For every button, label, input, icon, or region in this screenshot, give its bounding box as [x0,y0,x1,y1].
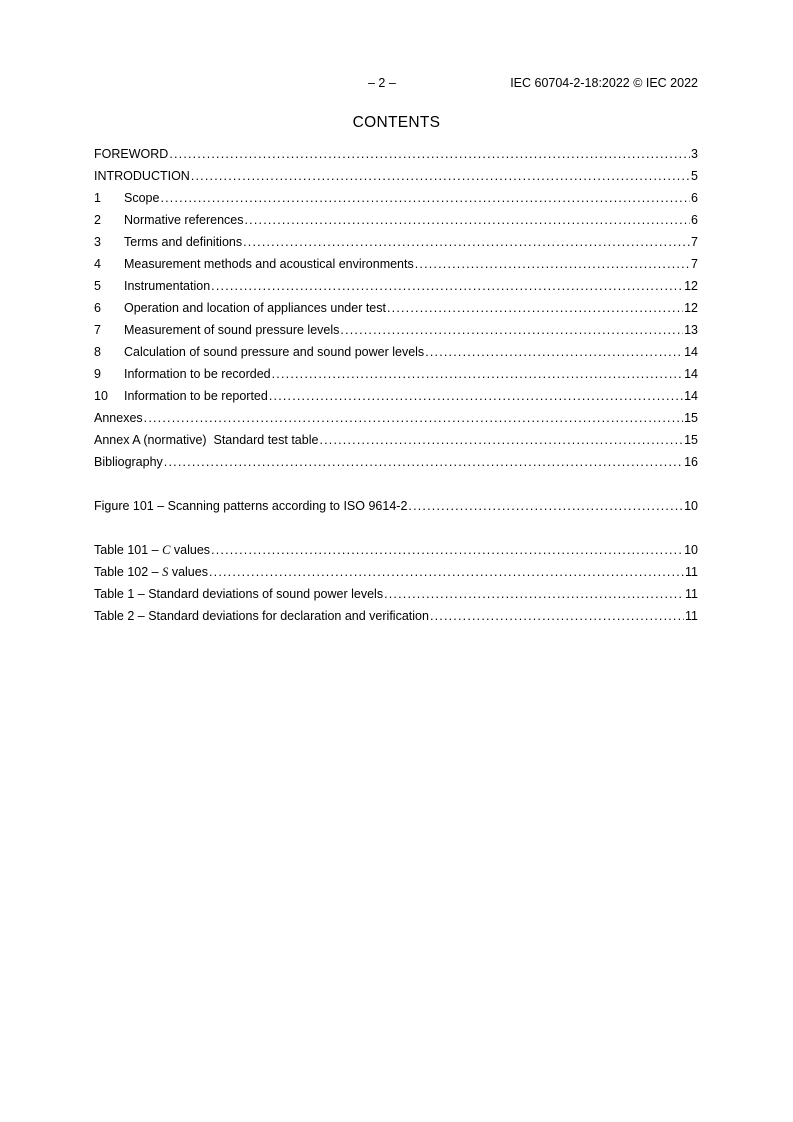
toc-leader-dots [384,585,684,603]
toc-entry-label: Bibliography [94,455,163,469]
toc-entry-clause-6[interactable] [94,299,698,321]
toc-entry-page: 7 [691,257,698,271]
toc-entry-page: 11 [685,609,698,623]
toc-leader-dots [272,365,683,383]
toc-leader-dots [211,541,683,559]
toc-entry-bibliography[interactable] [94,453,698,475]
table-symbol: C [162,543,171,557]
table-caption-suffix: values [168,565,208,579]
toc-leader-dots [160,189,690,207]
toc-entry-introduction[interactable] [94,167,698,189]
table-of-contents [94,145,698,629]
toc-entry-label: Normative references [124,213,244,227]
toc-entry-label: Measurement of sound pressure levels [124,323,340,337]
toc-entry-clause-2[interactable] [94,211,698,233]
toc-entry-table-102[interactable] [94,563,698,585]
toc-entry-label: Calculation of sound pressure and sound power levels [124,345,425,359]
toc-entry-page: 6 [691,213,698,227]
toc-entry-clause-5[interactable] [94,277,698,299]
toc-entry-label: Annexes [94,411,143,425]
toc-clause-number: 9 [94,367,101,381]
toc-entry-page: 16 [684,455,698,469]
toc-entry-clause-9[interactable] [94,365,698,387]
toc-entry-page: 7 [691,235,698,249]
toc-entry-label: INTRODUCTION [94,169,190,183]
toc-entry-foreword[interactable] [94,145,698,167]
toc-leader-dots [211,277,683,295]
toc-leader-dots [415,255,690,273]
toc-leader-dots [425,343,683,361]
toc-entry-label: Table 1 – Standard deviations of sound power levels [94,587,384,601]
toc-leader-dots [243,233,690,251]
toc-entry-label: Terms and definitions [124,235,243,249]
toc-entry-label: Measurement methods and acoustical environments [124,257,414,271]
toc-entry-page: 5 [691,169,698,183]
toc-leader-dots [191,167,690,185]
toc-entry-label: Operation and location of appliances under test [124,301,386,315]
toc-entry-page: 12 [684,301,698,315]
toc-entry-label: Annex A (normative) Standard test table [94,433,319,447]
toc-entry-page: 3 [691,147,698,161]
toc-entry-annex-a[interactable] [94,431,698,453]
toc-entry-table-2[interactable] [94,607,698,629]
toc-leader-dots [319,431,683,449]
toc-entry-label [94,563,208,581]
toc-entry-table-101[interactable] [94,541,698,563]
toc-entry-label: Table 2 – Standard deviations for declaration and verification [94,609,429,623]
toc-leader-dots [269,387,683,405]
table-symbol: S [162,565,169,579]
table-caption-prefix: Table 101 – [94,543,163,557]
toc-entry-page: 15 [684,433,698,447]
toc-entry-clause-10[interactable] [94,387,698,409]
toc-clause-number: 6 [94,301,101,315]
page-number: – 2 – [368,76,396,90]
toc-clause-number: 3 [94,235,101,249]
toc-entry-clause-8[interactable] [94,343,698,365]
table-caption-prefix: Table 102 – [94,565,163,579]
toc-entry-label: FOREWORD [94,147,169,161]
toc-clause-number: 2 [94,213,101,227]
toc-leader-dots [387,299,683,317]
toc-clause-number: 5 [94,279,101,293]
toc-clause-number: 1 [94,191,101,205]
toc-leader-dots [245,211,691,229]
document-reference: IEC 60704-2-18:2022 © IEC 2022 [510,76,698,90]
toc-entry-clause-4[interactable] [94,255,698,277]
page-header [94,76,698,92]
toc-entry-page: 10 [684,499,698,513]
toc-entry-label: Instrumentation [124,279,211,293]
toc-entry-label [94,541,210,559]
toc-entry-figure-101[interactable] [94,497,698,519]
toc-entry-clause-3[interactable] [94,233,698,255]
toc-clause-number: 8 [94,345,101,359]
toc-entry-table-1[interactable] [94,585,698,607]
toc-entry-page: 11 [685,587,698,601]
toc-leader-dots [169,145,690,163]
toc-entry-label: Figure 101 – Scanning patterns according to ISO 9614-2 [94,499,408,513]
toc-leader-dots [340,321,683,339]
toc-leader-dots [408,497,683,515]
contents-title: CONTENTS [352,114,441,131]
toc-entry-page: 14 [684,389,698,403]
toc-leader-dots [144,409,683,427]
toc-entry-page: 15 [684,411,698,425]
toc-entry-clause-7[interactable] [94,321,698,343]
toc-entry-clause-1[interactable] [94,189,698,211]
toc-entry-page: 14 [684,367,698,381]
toc-entry-page: 11 [685,565,698,579]
toc-entry-page: 6 [691,191,698,205]
toc-clause-number: 10 [94,389,108,403]
toc-entry-label: Scope [124,191,160,205]
toc-entry-page: 14 [684,345,698,359]
toc-leader-dots [209,563,684,581]
toc-entry-page: 12 [684,279,698,293]
toc-clause-number: 4 [94,257,101,271]
toc-leader-dots [430,607,684,625]
toc-entry-page: 13 [684,323,698,337]
toc-clause-number: 7 [94,323,101,337]
toc-entry-page: 10 [684,543,698,557]
table-caption-suffix: values [170,543,211,557]
toc-entry-label: Information to be reported [124,389,268,403]
toc-leader-dots [164,453,683,471]
toc-entry-annexes[interactable] [94,409,698,431]
toc-entry-label: Information to be recorded [124,367,271,381]
